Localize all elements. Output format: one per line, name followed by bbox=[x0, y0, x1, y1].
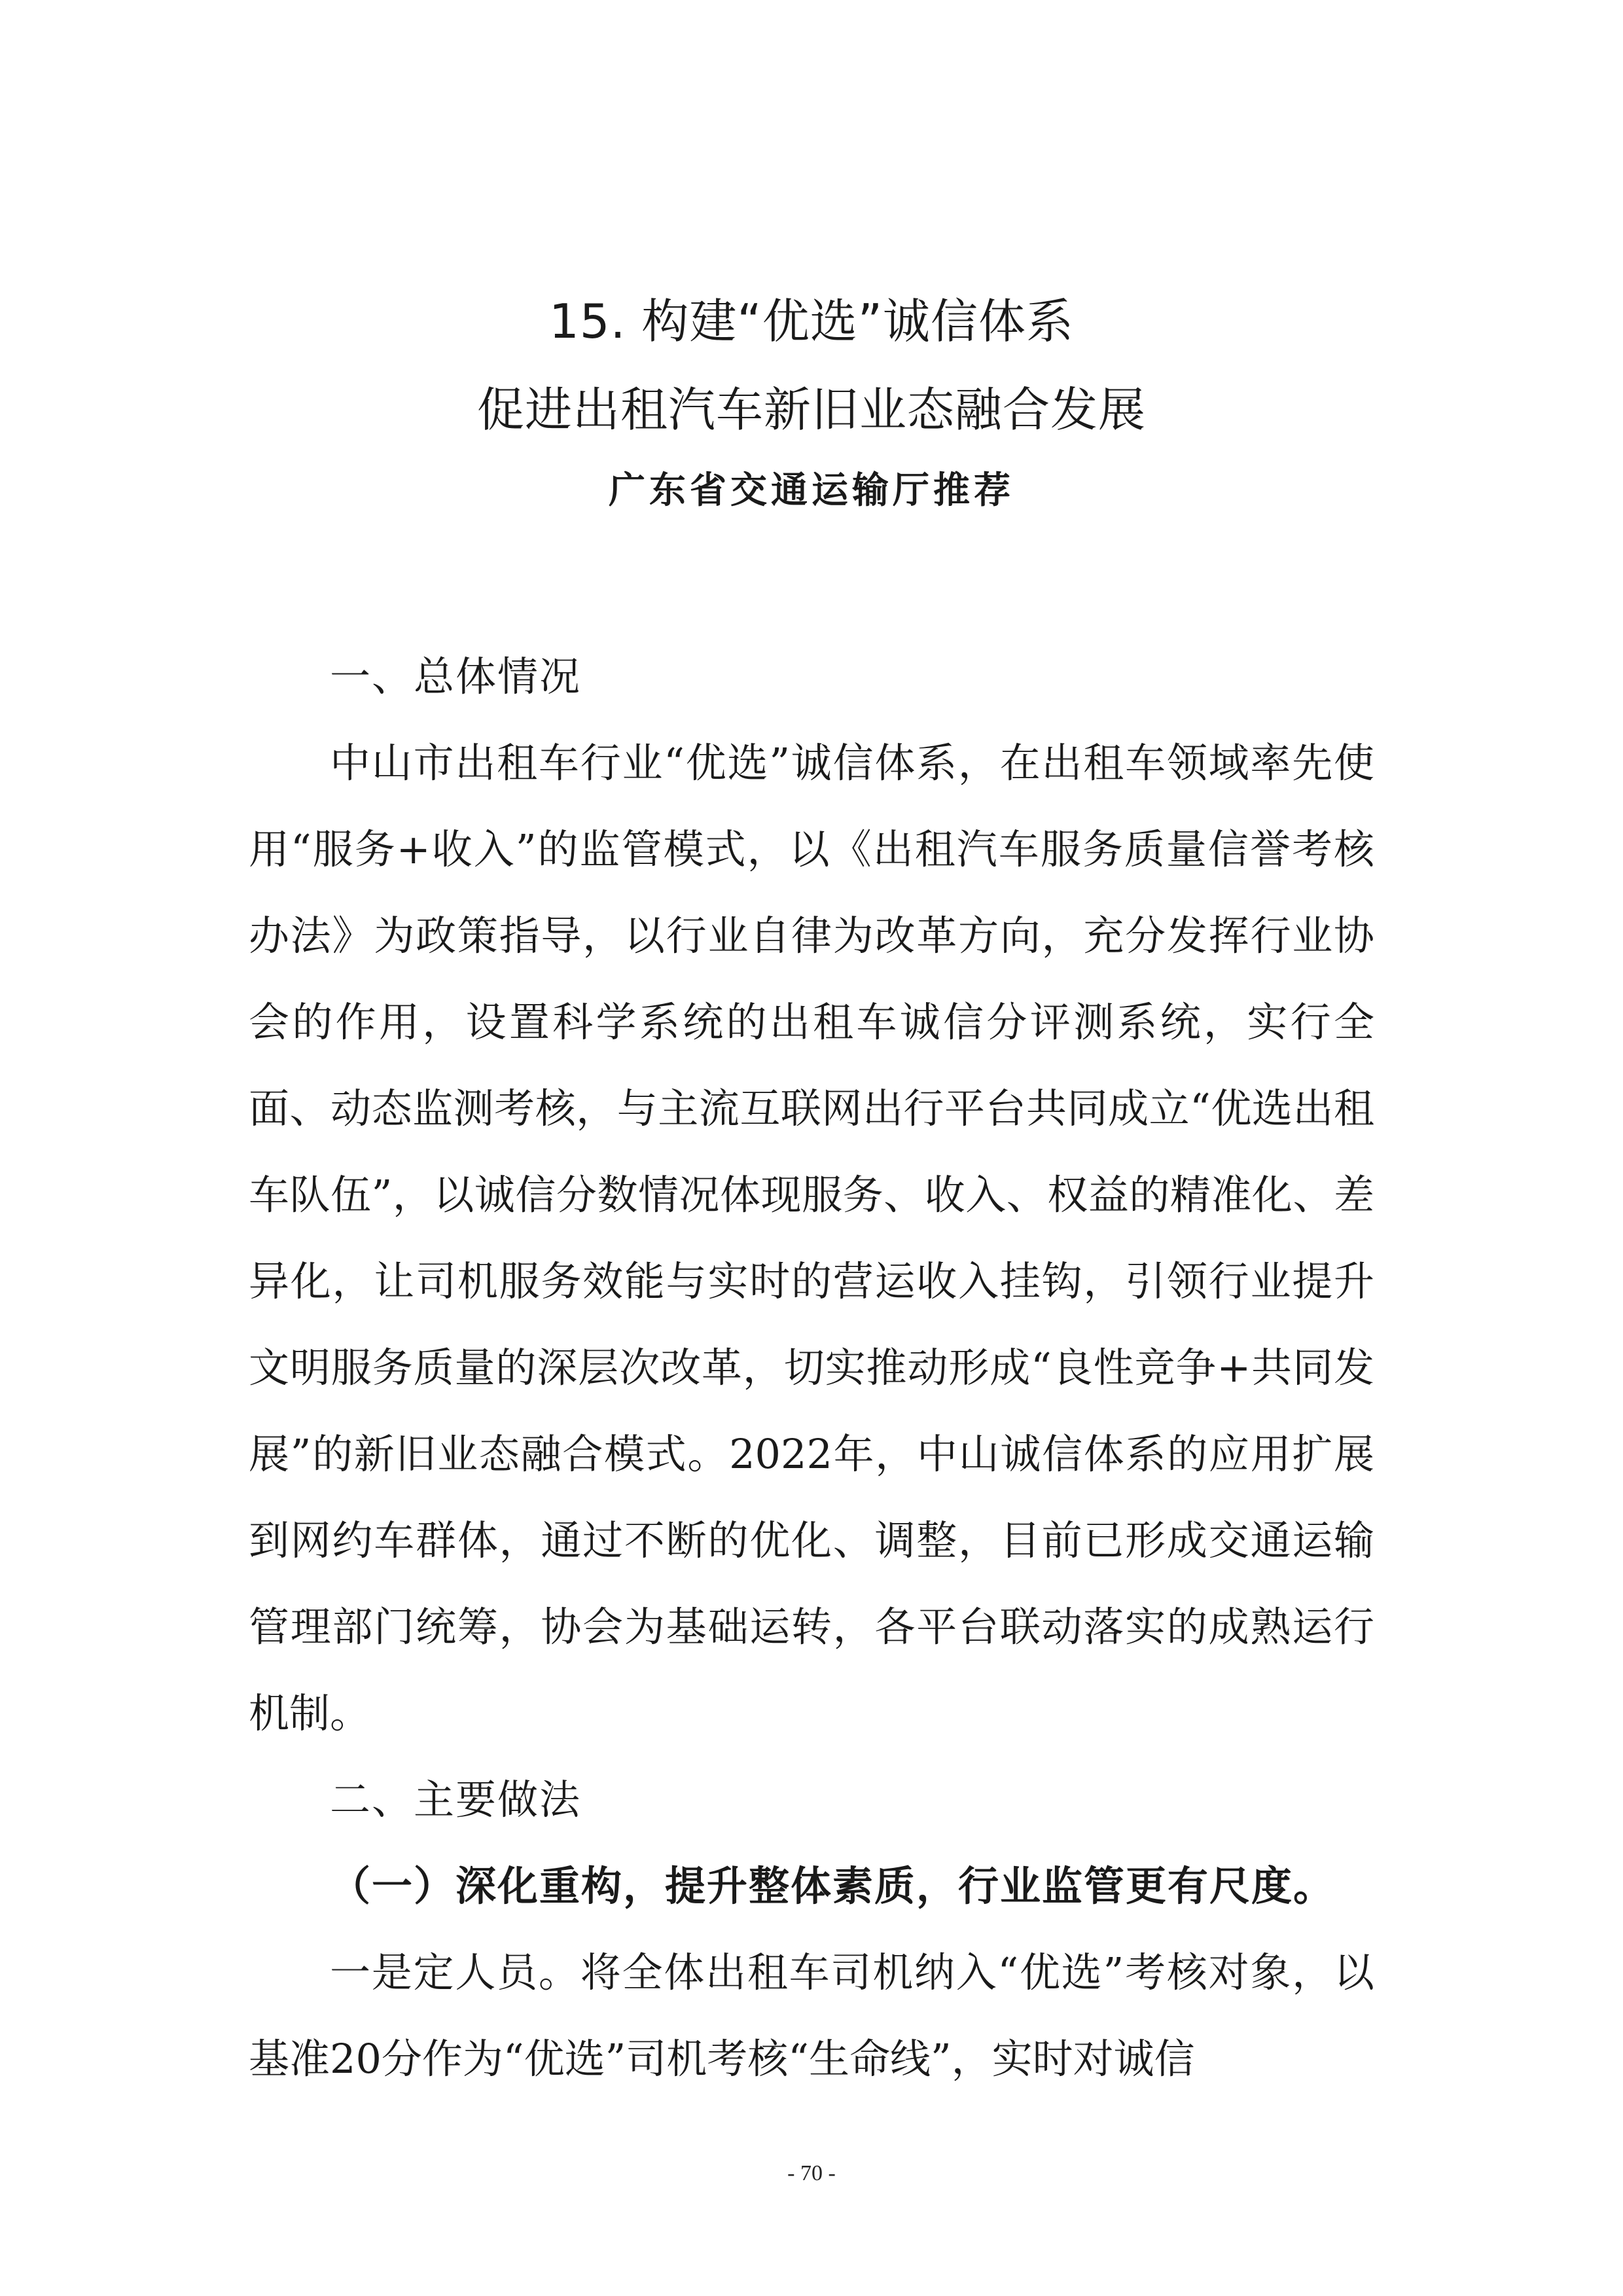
subsection-heading-1: （一）深化重构，提升整体素质，行业监管更有尺度。 bbox=[330, 1862, 1336, 1910]
paragraph-personnel: 一是定人员。将全体出租车司机纳入“优选”考核对象，以基准20分作为“优选”司机考核“生命线”，实时对诚信 bbox=[249, 1948, 1374, 2083]
section-heading-main-practices: 二、主要做法 bbox=[330, 1776, 582, 1823]
title-line-2: 促进出租汽车新旧业态融合发展 bbox=[476, 382, 1146, 437]
title-line-1: 15. 构建“优选”诚信体系 bbox=[549, 294, 1074, 349]
recommender-subtitle: 广东省交通运输厅推荐 bbox=[609, 469, 1014, 512]
section-heading-overview: 一、总体情况 bbox=[330, 653, 582, 700]
paragraph-overview: 中山市出租车行业“优选”诚信体系，在出租车领域率先使用“服务+收入”的监管模式，以《出租汽车服务质量信誉考核办法》为政策指导，以行业自律为改革方向，充分发挥行业协会的作用，设置科学系统的出租车诚信分评测系统，实行全面、动态监测考核，与主流互联网出行平台共同成立“优选出租车队伍”，以诚信分数情况体现服务、收入、权益的精准化、差异化，让司机服务效能与实时的营运收入挂钩，引领行业提升文明服务质量的深层次改革，切实推动形成“良性竞争+共同发展”的新旧业态融合模式。2022年，中山诚信体系的应用扩展到网约车群体，通过不断的优化、调整，目前已形成交通运输管理部门统筹，协会为基础运转，各平台联动落实的成熟运行机制。 bbox=[249, 739, 1374, 1737]
page-number: - 70 - bbox=[787, 2161, 836, 2185]
document-body bbox=[249, 634, 1374, 2102]
